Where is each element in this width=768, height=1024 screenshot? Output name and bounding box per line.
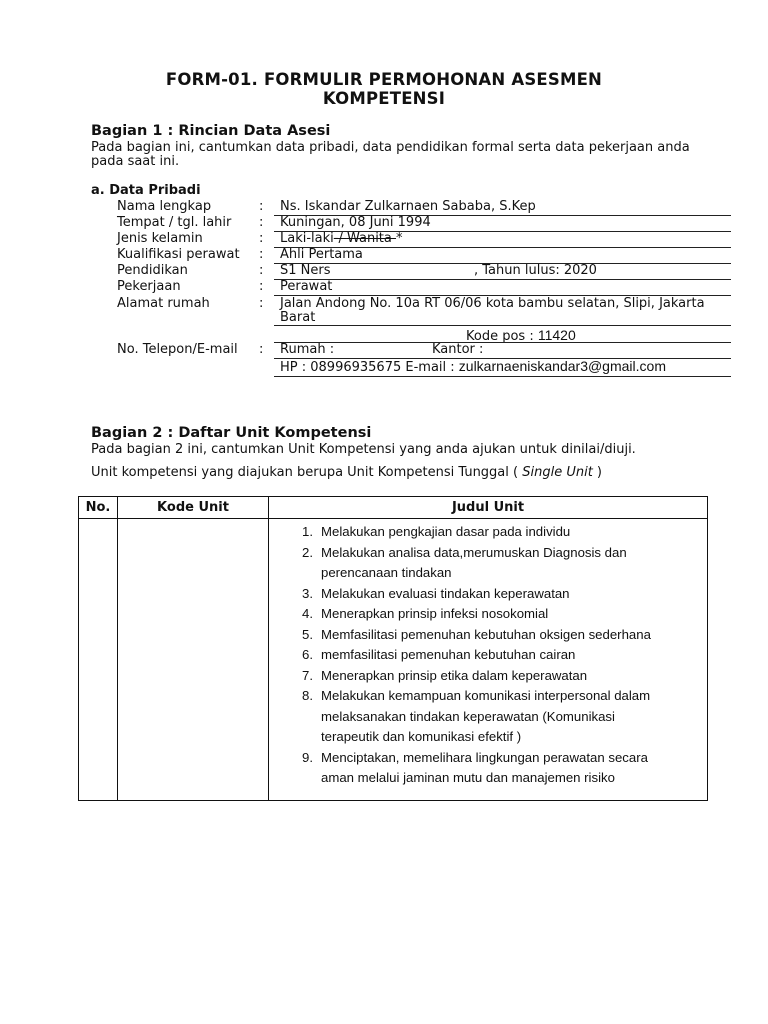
email-value: zulkarnaeniskandar3@gmail.com: [458, 358, 666, 374]
unit-title: Melakukan kemampuan komunikasi interpersonal dalam: [321, 688, 651, 703]
col-no-header: No.: [79, 497, 118, 519]
unit-number: 7.: [302, 667, 313, 683]
alamat-label: Alamat rumah: [117, 296, 210, 311]
nama-label: Nama lengkap: [117, 199, 212, 214]
colon: :: [259, 296, 264, 311]
pekerjaan-label: Pekerjaan: [117, 279, 181, 294]
unit-number: 8.: [302, 688, 313, 703]
unit-number: 2.: [302, 544, 313, 560]
ttl-label: Tempat / tgl. lahir: [117, 215, 232, 230]
ttl-value[interactable]: Kuningan, 08 Juni 1994: [280, 215, 431, 230]
unit-type-italic: Single Unit: [522, 465, 593, 480]
unit-number: 9.: [302, 749, 313, 765]
hp-label: HP : 08996935675 E-mail :: [280, 360, 459, 375]
list-item: [269, 666, 707, 687]
list-item: [269, 604, 707, 625]
col-judul-header: Judul Unit: [269, 497, 708, 519]
list-item: [269, 686, 707, 748]
colon: :: [259, 247, 264, 262]
unit-title-cont: melaksanakan tindakan keperawatan (Komunikasi: [321, 708, 615, 724]
hp-email[interactable]: [280, 358, 666, 375]
alamat-line1[interactable]: Jalan Andong No. 10a RT 06/06 kota bambu selatan, Slipi, Jakarta: [280, 296, 705, 311]
unit-title: memfasilitasi pemenuhan kebutuhan cairan: [321, 647, 576, 662]
unit-type-line: [91, 466, 602, 480]
unit-title: Memfasilitasi pemenuhan kebutuhan oksigen sederhana: [321, 626, 651, 642]
unit-title: Menerapkan prinsip etika dalam keperawatan: [321, 667, 588, 683]
judul-cell: [269, 519, 708, 801]
unit-title: Menciptakan, memelihara lingkungan perawatan secara: [321, 749, 648, 765]
pendidikan-value[interactable]: S1 Ners: [280, 263, 331, 278]
alamat-line2[interactable]: Barat: [280, 310, 316, 325]
col-kode-header: Kode Unit: [118, 497, 269, 519]
data-pribadi-heading: a. Data Pribadi: [91, 183, 201, 198]
no-cell[interactable]: [79, 519, 118, 801]
unit-title-cont: perencanaan tindakan: [321, 565, 452, 580]
jk-value-laki: Laki-laki: [280, 231, 334, 246]
form-title-line1: FORM-01. FORMULIR PERMOHONAN ASESMEN: [165, 70, 603, 89]
list-item: [269, 522, 707, 543]
jk-label: Jenis kelamin: [117, 231, 203, 246]
telepon-label: No. Telepon/E-mail: [117, 342, 238, 357]
unit-type-suffix: ): [592, 465, 603, 480]
form-title: [0, 70, 768, 108]
bagian2-heading: Bagian 2 : Daftar Unit Kompetensi: [91, 425, 372, 441]
underline: [274, 342, 731, 343]
unit-number: 5.: [302, 626, 313, 642]
unit-type-prefix: Unit kompetensi yang diajukan berupa Unit Kompetensi Tunggal (: [91, 465, 523, 480]
bagian1-intro-line1: Pada bagian ini, cantumkan data pribadi, data pendidikan formal serta data pekerjaan anda: [91, 140, 690, 155]
colon: :: [259, 263, 264, 278]
table-row: [79, 519, 708, 801]
underline: [274, 376, 731, 377]
bagian1-heading: Bagian 1 : Rincian Data Asesi: [91, 123, 331, 139]
unit-title: Melakukan evaluasi tindakan keperawatan: [321, 585, 570, 601]
list-item: [269, 625, 707, 646]
kantor-label[interactable]: Kantor :: [432, 342, 484, 357]
jk-value-wanita: Wanita: [346, 231, 397, 246]
colon: :: [259, 342, 264, 357]
kodepos-label: Kode pos :: [466, 329, 538, 344]
unit-number: 3.: [302, 585, 313, 601]
colon: :: [259, 215, 264, 230]
unit-title: Menerapkan prinsip infeksi nosokomial: [321, 606, 549, 621]
underline: [274, 279, 731, 280]
form-title-line2: KOMPETENSI: [322, 89, 446, 108]
unit-list: [269, 519, 707, 789]
colon: :: [259, 279, 264, 294]
jk-value-sep: -/: [333, 231, 347, 246]
pendidikan-label: Pendidikan: [117, 263, 188, 278]
jk-value-asterisk: *: [396, 231, 403, 246]
colon: :: [259, 231, 264, 246]
unit-title-cont: aman melalui jaminan mutu dan manajemen risiko: [321, 770, 615, 785]
unit-title: Melakukan pengkajian dasar pada individu: [321, 524, 571, 539]
rumah-label[interactable]: Rumah :: [280, 342, 335, 357]
list-item: [269, 645, 707, 666]
unit-number: 1.: [302, 524, 313, 539]
jk-value[interactable]: [280, 231, 403, 246]
unit-title-cont: terapeutik dan komunikasi efektif ): [321, 729, 522, 744]
list-item: [269, 543, 707, 584]
list-item: [269, 748, 707, 789]
list-item: [269, 584, 707, 605]
kodepos-value: 11420: [537, 327, 576, 343]
pekerjaan-value[interactable]: Perawat: [280, 279, 333, 294]
tahun-lulus[interactable]: , Tahun lulus: 2020: [474, 263, 597, 278]
kualifikasi-value[interactable]: Ahli Pertama: [280, 247, 363, 262]
table-header-row: [79, 497, 708, 519]
unit-title: Melakukan analisa data,merumuskan Diagnosis dan: [321, 544, 627, 560]
kode-cell[interactable]: [118, 519, 269, 801]
kualifikasi-label: Kualifikasi perawat: [117, 247, 240, 262]
bagian1-intro-line2: pada saat ini.: [91, 154, 180, 169]
unit-number: 4.: [302, 606, 313, 621]
nama-value[interactable]: Ns. Iskandar Zulkarnaen Sababa, S.Kep: [280, 199, 536, 214]
unit-number: 6.: [302, 647, 313, 662]
colon: :: [259, 199, 264, 214]
unit-table: [78, 496, 708, 801]
bagian2-intro: Pada bagian 2 ini, cantumkan Unit Kompetensi yang anda ajukan untuk dinilai/diuji.: [91, 442, 636, 457]
